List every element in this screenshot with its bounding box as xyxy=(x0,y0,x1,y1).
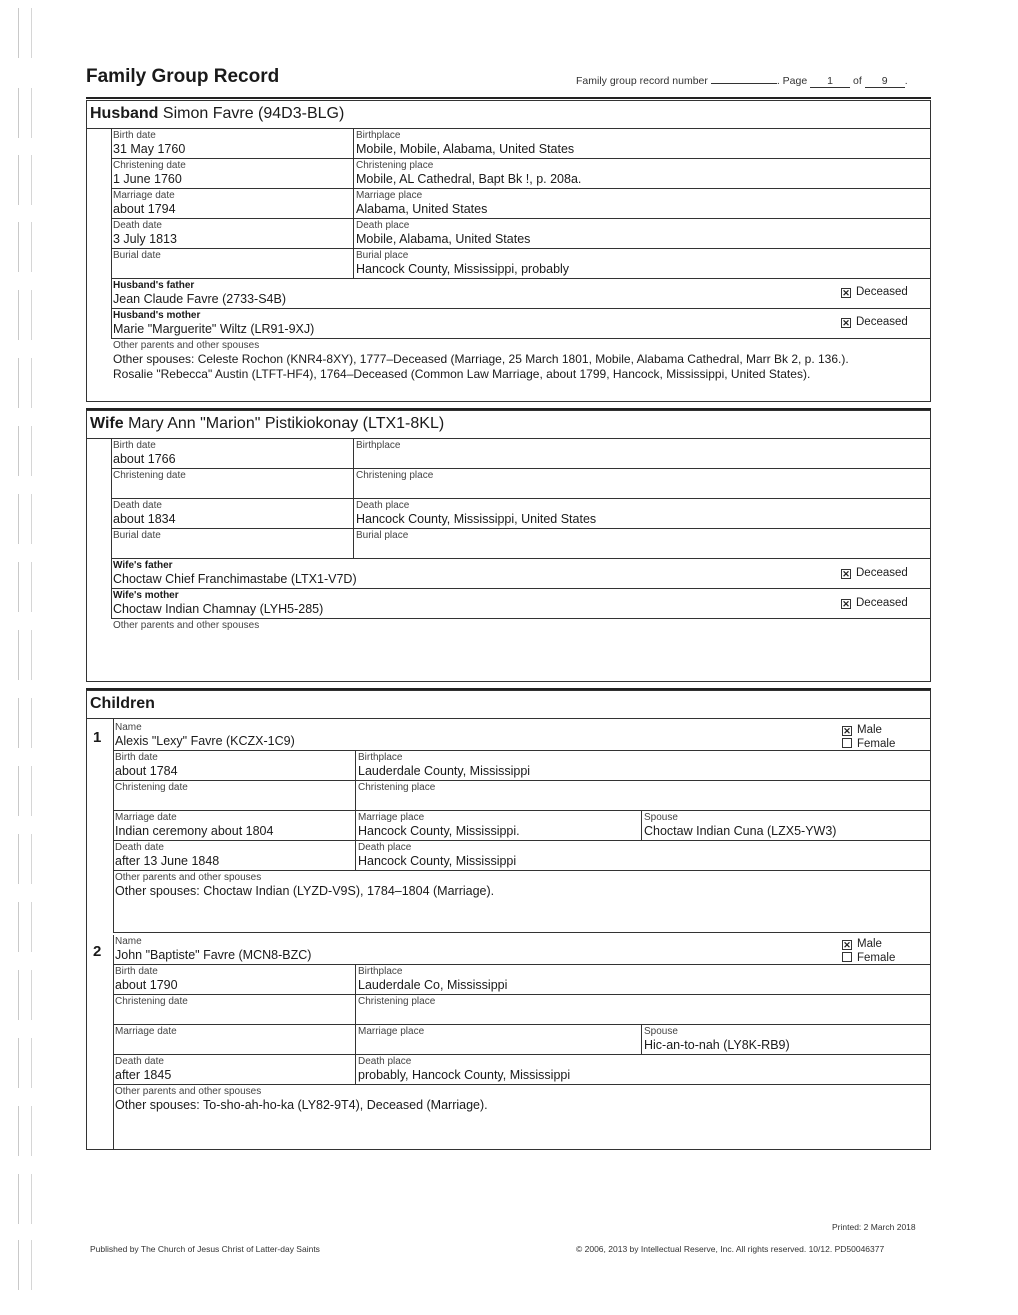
child-1-death-date: Death date after 13 June 1848 xyxy=(113,841,355,871)
header-rule xyxy=(86,97,931,99)
husband-mother: Husband's mother Marie "Marguerite" Wiltz (LR91-9XJ) xyxy=(111,309,930,339)
husband-label: Husband xyxy=(90,105,159,122)
husband-father-deceased[interactable]: ✕ Deceased xyxy=(842,286,908,298)
child-2-death-date: Death date after 1845 xyxy=(113,1055,355,1085)
printed-date: Printed: 2 March 2018 xyxy=(832,1222,916,1232)
child-1-female[interactable]: Female xyxy=(842,737,895,750)
child-1-name: Name Alexis "Lexy" Favre (KCZX-1C9) xyxy=(113,721,930,751)
child-2-christening-place: Christening place xyxy=(355,995,930,1025)
checkbox-icon[interactable] xyxy=(842,738,852,748)
wife-other-spouses: Other parents and other spouses xyxy=(113,620,260,631)
husband-burial-date: Burial date xyxy=(111,249,353,279)
husband-birth-date: Birth date 31 May 1760 xyxy=(111,129,353,159)
child-1-other-spouses: Other parents and other spouses Other spouses: Choctaw Indian (LYZD-V9S), 1784–1804 (Marriage). xyxy=(113,871,930,933)
husband-birthplace: Birthplace Mobile, Mobile, Alabama, United States xyxy=(353,129,930,159)
child-2-male[interactable]: ✕ Male xyxy=(843,938,882,950)
page-total: 9 xyxy=(865,75,905,88)
wife-birthplace: Birthplace xyxy=(353,439,930,469)
copyright: © 2006, 2013 by Intellectual Reserve, Inc. All rights reserved. 10/12. PD50046377 xyxy=(576,1244,885,1254)
binder-hole xyxy=(18,290,32,340)
binder-hole xyxy=(18,834,32,884)
wife-birth-date: Birth date about 1766 xyxy=(111,439,353,469)
binder-hole xyxy=(18,1106,32,1156)
wife-father-deceased[interactable]: ✕ Deceased xyxy=(842,567,908,579)
husband-death-date: Death date 3 July 1813 xyxy=(111,219,353,249)
child-1-death-place: Death place Hancock County, Mississippi xyxy=(355,841,930,871)
binder-hole xyxy=(18,766,32,816)
binder-hole xyxy=(18,222,32,272)
child-1-birthplace: Birthplace Lauderdale County, Mississippi xyxy=(355,751,930,781)
child-number: 2 xyxy=(93,943,102,960)
binder-hole xyxy=(18,426,32,476)
checkbox-checked-icon[interactable]: ✕ xyxy=(842,288,850,298)
child-2-name: Name John "Baptiste" Favre (MCN8-BZC) xyxy=(113,935,930,965)
husband-marriage-place: Marriage place Alabama, United States xyxy=(353,189,930,219)
child-1-male[interactable]: ✕ Male xyxy=(843,724,882,736)
binder-hole xyxy=(18,1240,32,1290)
child-2-marriage-date: Marriage date xyxy=(113,1025,355,1055)
checkbox-checked-icon[interactable]: ✕ xyxy=(842,318,850,328)
wife-burial-place: Burial place xyxy=(353,529,930,559)
husband-death-place: Death place Mobile, Alabama, United States xyxy=(353,219,930,249)
binder-hole xyxy=(18,698,32,748)
husband-marriage-date: Marriage date about 1794 xyxy=(111,189,353,219)
husband-burial-place: Burial place Hancock County, Mississippi, probably xyxy=(353,249,930,279)
checkbox-icon[interactable] xyxy=(842,952,852,962)
child-2-birthplace: Birthplace Lauderdale Co, Mississippi xyxy=(355,965,930,995)
child-2-christening-date: Christening date xyxy=(113,995,355,1025)
of-label: of xyxy=(853,75,862,87)
binder-hole xyxy=(18,1038,32,1088)
binder-hole xyxy=(18,358,32,408)
husband-section xyxy=(86,100,931,402)
wife-christening-date: Christening date xyxy=(111,469,353,499)
binder-hole xyxy=(18,562,32,612)
child-1-marriage-place: Marriage place Hancock County, Mississippi. xyxy=(355,811,641,841)
record-number-blank xyxy=(711,74,777,84)
checkbox-checked-icon[interactable]: ✕ xyxy=(842,599,850,609)
husband-christening-place: Christening place Mobile, AL Cathedral, Bapt Bk !, p. 208a. xyxy=(353,159,930,189)
binder-hole xyxy=(18,88,32,138)
wife-father: Wife's father Choctaw Chief Franchimastabe (LTX1-V7D) xyxy=(111,559,930,589)
child-2-marriage-place: Marriage place xyxy=(355,1025,641,1055)
husband-father: Husband's father Jean Claude Favre (2733-S4B) xyxy=(111,279,930,309)
child-1-birth-date: Birth date about 1784 xyxy=(113,751,355,781)
wife-name: Mary Ann "Marion" Pistikiokonay (LTX1-8KL) xyxy=(128,415,445,432)
husband-name: Simon Favre (94D3-BLG) xyxy=(162,105,345,122)
child-1-christening-date: Christening date xyxy=(113,781,355,811)
binder-hole xyxy=(18,1174,32,1224)
checkbox-checked-icon[interactable]: ✕ xyxy=(842,569,850,579)
checkbox-checked-icon[interactable]: ✕ xyxy=(843,940,851,950)
binder-hole xyxy=(18,970,32,1020)
child-2-other-spouses: Other parents and other spouses Other spouses: To-sho-ah-ho-ka (LY82-9T4), Deceased (Marriage). xyxy=(115,1086,488,1112)
wife-label: Wife xyxy=(90,415,124,432)
page-title: Family Group Record xyxy=(86,66,280,87)
child-1-christening-place: Christening place xyxy=(355,781,930,811)
husband-other-spouses: Other parents and other spouses Other spouses: Celeste Rochon (KNR4-8XY), 1777–Deceased (Marriage, 25 March 1801, Mobile, Alabama Cathedral, Marr Bk 2, p. 136.). Rosalie "Rebecca" Austin (LTFT-HF4), 1764–Deceased (Common Law Marriage, about 1799, Hancock, Mississippi, United States). xyxy=(113,340,849,381)
husband-header xyxy=(87,101,930,129)
child-1-spouse: Spouse Choctaw Indian Cuna (LZX5-YW3) xyxy=(641,811,930,841)
child-2-spouse: Spouse Hic-an-to-nah (LY8K-RB9) xyxy=(641,1025,930,1055)
child-2-female[interactable]: Female xyxy=(842,951,895,964)
record-number-label: Family group record number xyxy=(576,75,708,87)
wife-christening-place: Christening place xyxy=(353,469,930,499)
wife-death-date: Death date about 1834 xyxy=(111,499,353,529)
page-number: 1 xyxy=(810,75,850,88)
wife-burial-date: Burial date xyxy=(111,529,353,559)
husband-mother-deceased[interactable]: ✕ Deceased xyxy=(842,316,908,328)
binder-hole xyxy=(18,630,32,680)
wife-mother: Wife's mother Choctaw Indian Chamnay (LYH5-285) xyxy=(111,589,930,619)
binder-hole xyxy=(18,902,32,952)
binder-hole xyxy=(18,8,32,58)
child-2-birth-date: Birth date about 1790 xyxy=(113,965,355,995)
checkbox-checked-icon[interactable]: ✕ xyxy=(843,726,851,736)
binder-hole xyxy=(18,155,32,205)
binder-hole xyxy=(18,494,32,544)
wife-death-place: Death place Hancock County, Mississippi, United States xyxy=(353,499,930,529)
record-number: Family group record number . Page 1 of 9 . xyxy=(576,75,908,87)
page-label: . Page xyxy=(776,75,808,87)
publisher: Published by The Church of Jesus Christ of Latter-day Saints xyxy=(90,1244,320,1254)
children-header: Children xyxy=(87,691,930,719)
child-number: 1 xyxy=(93,729,102,746)
child-1-marriage-date: Marriage date Indian ceremony about 1804 xyxy=(113,811,355,841)
children-section xyxy=(86,690,931,1150)
wife-section xyxy=(86,410,931,682)
binder-holes xyxy=(14,0,38,1315)
wife-mother-deceased[interactable]: ✕ Deceased xyxy=(842,597,908,609)
wife-header xyxy=(87,411,930,439)
child-2-death-place: Death place probably, Hancock County, Mississippi xyxy=(355,1055,930,1085)
husband-christening-date: Christening date 1 June 1760 xyxy=(111,159,353,189)
